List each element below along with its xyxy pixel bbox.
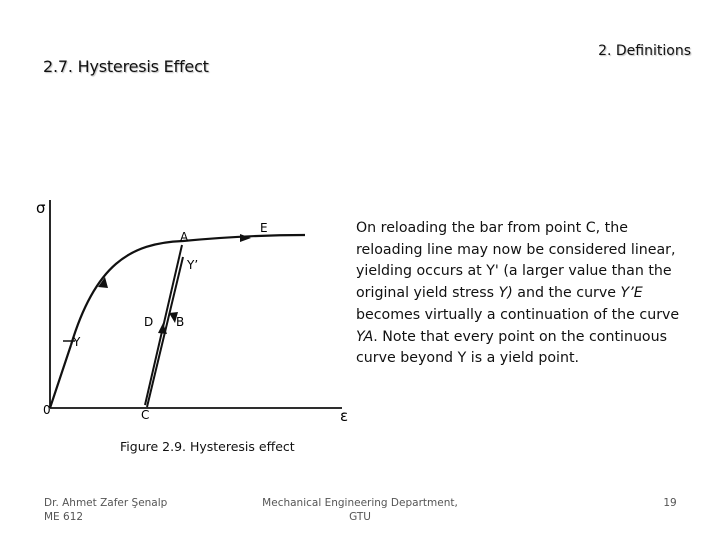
footer-author-block [44,496,167,524]
footer-author: Dr. Ahmet Zafer Şenalp [44,497,168,509]
footer-course: ME 612 [44,511,84,523]
slide-title: 2.7. Hysteresis Effect [43,57,209,76]
point-e-label: E [260,221,268,235]
body-text-1: On reloading the bar from point C, the reloading line may now be considered linear, yielding occurs at Y' (a larger value than the original yield stress [356,220,676,302]
body-italic-3: YA [356,328,374,345]
loading-curve [71,235,305,345]
body-italic-2: Y’E [620,285,643,302]
body-italic-1: Y) [498,285,513,302]
point-a-label: A [180,230,189,244]
section-label: 2. Definitions [598,43,691,59]
body-text-4: . Note that every point on the continuous curve beyond Y is a yield point. [356,328,667,367]
figure-caption: Figure 2.9. Hysteresis effect [120,439,295,454]
point-yprime-label: Y’ [187,258,199,272]
point-y-label: Y [73,335,81,349]
point-d-label: D [144,315,154,329]
sigma-label: σ [36,199,46,217]
footer-university: GTU [349,511,371,523]
point-b-label: B [176,315,185,329]
body-paragraph [356,218,696,370]
body-text-2: and the curve [512,285,621,302]
footer-department-block [255,496,465,524]
footer-department: Mechanical Engineering Department, [262,497,458,509]
elastic-line [50,345,71,408]
point-c-label: C [141,408,150,422]
page-number: 19 [663,497,677,509]
origin-label: 0 [43,403,51,417]
epsilon-label: ε [340,407,349,425]
body-text-3: becomes virtually a continuation of the curve [356,306,680,323]
hysteresis-diagram [30,195,360,430]
